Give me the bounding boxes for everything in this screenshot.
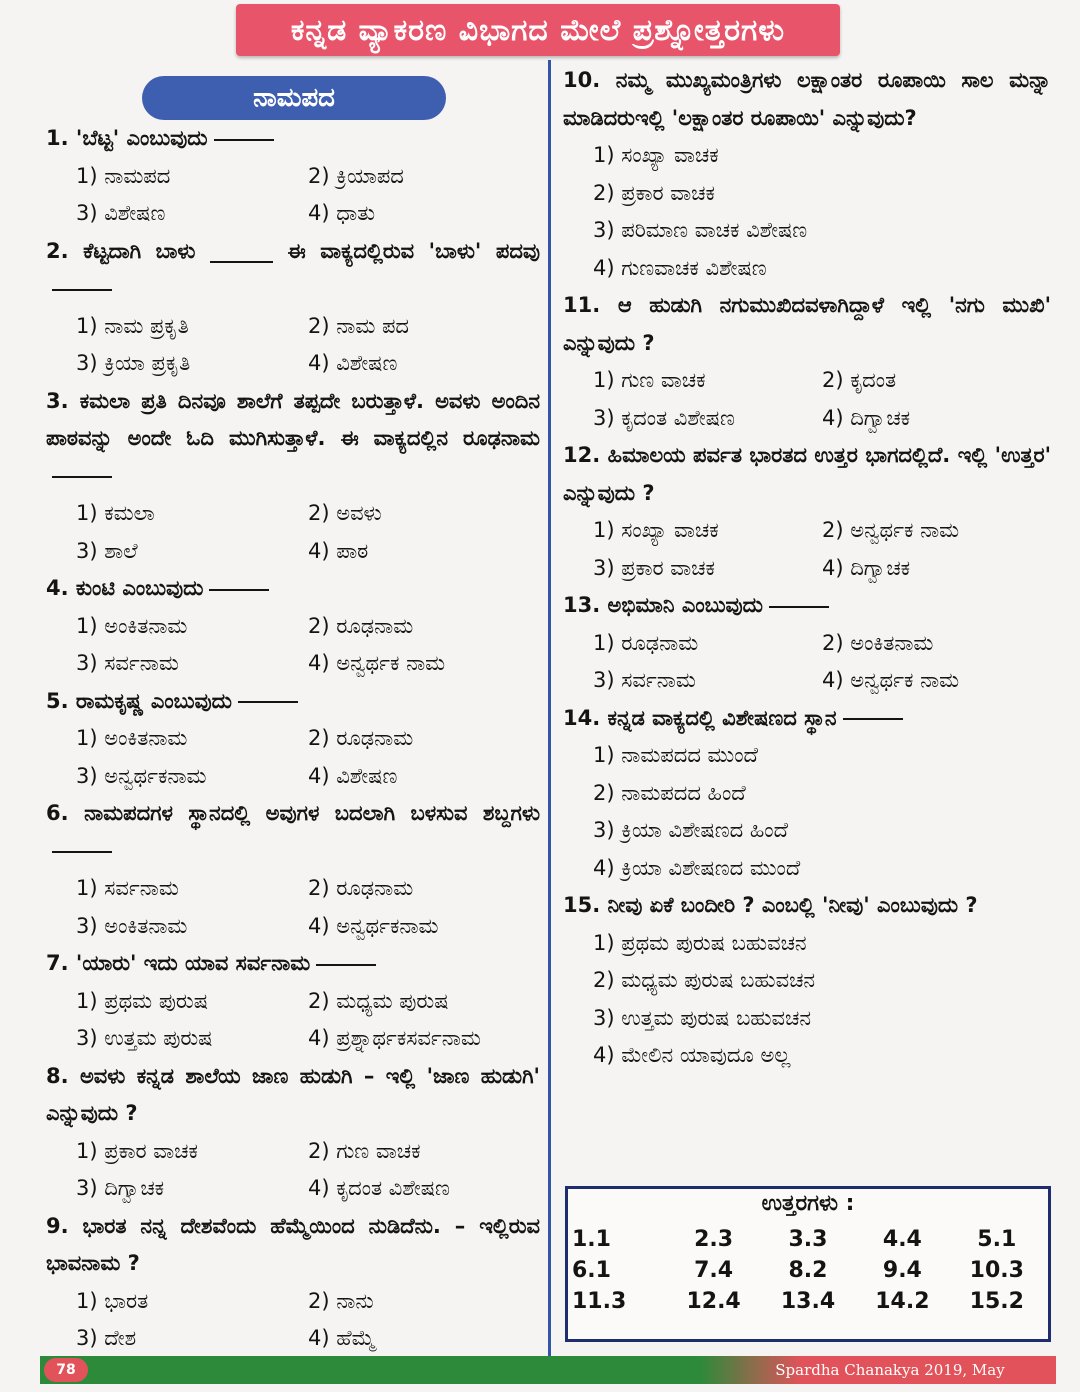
question-text: ಕೆಟ್ಟದಾಗಿ ಬಾಳು ______ ಈ ವಾಕ್ಯದಲ್ಲಿರುವ 'ಬಾಳು' ಪದವು [83,238,541,263]
question-text: ಅವಳು ಕನ್ನಡ ಶಾಲೆಯ ಜಾಣ ಹುಡುಗಿ – ಇಲ್ಲಿ 'ಜಾಣ ಹುಡುಗಿ' ಎನ್ನುವುದು ? [46,1063,540,1125]
question-number: 9. [46,1213,69,1238]
option-item: 1) ಪ್ರಥಮ ಪುರುಷ ಬಹುವಚನ [593,930,807,955]
option-item: 3) ದೇಶ [76,1326,137,1350]
page-title: ಕನ್ನಡ ವ್ಯಾಕರಣ ವಿಭಾಗದ ಮೇಲೆ ಪ್ರಶ್ನೋತ್ತರಗಳು [236,4,840,56]
question-text-line [563,887,1051,925]
question-item [563,587,1051,700]
option-item: 3) ಕ್ರಿಯಾ ವಿಶೇಷಣದ ಹಿಂದೆ [593,818,789,842]
option-list [563,362,1051,437]
option-item: 4) ಧಾತು [308,201,376,225]
option-item: 1) ಕಮಲಾ [76,501,155,525]
answer-value: 4.4 [882,1227,922,1252]
answer-blank [52,850,112,853]
option-item: 4) ಪ್ರಶ್ನಾರ್ಥಕಸರ್ವನಾಮ [308,1026,481,1050]
answer-blank [52,288,112,291]
answer-value: 13.4 [780,1289,836,1314]
question-text: ನೀವು ಏಕೆ ಬಂದೀರಿ ? ಎಂಬಲ್ಲಿ 'ನೀವು' ಎಂಬುವುದು ? [607,893,978,917]
option-item: 2) ರೂಢನಾಮ [308,726,414,750]
question-item [46,233,540,383]
question-text: ಕನ್ನಡ ವಾಕ್ಯದಲ್ಲಿ ವಿಶೇಷಣದ ಸ್ಥಾನ [607,705,837,730]
option-item: 4) ಕ್ರಿಯಾ ವಿಶೇಷಣದ ಮುಂದೆ [593,855,801,880]
question-text: ಕಮಲಾ ಪ್ರತಿ ದಿನವೂ ಶಾಲೆಗೆ ತಪ್ಪದೇ ಬರುತ್ತಾಳೆ. ಅವಳು ಅಂದಿನ ಪಾಠವನ್ನು ಅಂದೇ ಓದಿ ಮುಗಿಸುತ್ತಾಳೆ. ಈ ವಾಕ್ಯದಲ್ಲಿನ ರೂಢನಾಮ [46,388,540,450]
left-column [46,120,540,1358]
option-item: 4) ಕೃದಂತ ವಿಶೇಷಣ [308,1176,450,1200]
option-item: 3) ಕೃದಂತ ವಿಶೇಷಣ [593,405,735,430]
option-item: 3) ಸರ್ವನಾಮ [76,651,179,675]
question-number: 7. [46,951,69,975]
option-list [46,983,540,1058]
answer-value: 9.4 [882,1258,922,1283]
page-number: 78 [44,1358,88,1382]
question-item [46,945,540,1058]
option-item: 1) ಗುಣ ವಾಚಕ [593,368,706,392]
option-item: 4) ವಿಶೇಷಣ [308,763,398,788]
option-list [46,870,540,945]
option-item: 3) ಸರ್ವನಾಮ [593,668,696,692]
question-text-line [46,945,540,983]
magazine-name: Spardha Chanakya 2019, May [775,1361,1005,1379]
question-text: ಭಾರತ ನನ್ನ ದೇಶವೆಂದು ಹೆಮ್ಮೆಯಿಂದ ನುಡಿದೆನು. – ಇಲ್ಲಿರುವ ಭಾವನಾಮ ? [46,1213,540,1275]
option-item: 2) ನಾಮ ಪದ [308,313,409,338]
option-item: 4) ಅನ್ವರ್ಥಕ ನಾಮ [822,668,960,692]
option-item: 2) ಗುಣ ವಾಚಕ [308,1138,421,1163]
option-item: 1) ರೂಢನಾಮ [593,630,699,655]
option-list [563,737,1051,887]
question-number: 2. [46,238,69,263]
option-item: 1) ನಾಮಪದ [76,163,171,188]
option-item: 4) ಗುಣವಾಚಕ ವಿಶೇಷಣ [593,255,767,280]
question-item [46,570,540,683]
question-text: 'ಬೆಟ್ಟ' ಎಂಬುವುದು [75,126,208,150]
option-item: 3) ಅನ್ವರ್ಥಕನಾಮ [76,763,207,788]
question-item [563,887,1051,1075]
option-item: 1) ಪ್ರಥಮ ಪುರುಷ [76,988,208,1013]
option-item: 2) ನಾನು [308,1288,374,1313]
question-number: 4. [46,576,69,600]
answer-blank [316,963,376,966]
answer-blank [209,588,269,591]
option-list [46,1133,540,1208]
question-number: 11. [563,293,601,317]
option-item: 1) ಸರ್ವನಾಮ [76,876,179,900]
question-text-line [563,587,1051,625]
option-list [46,608,540,683]
answer-value: 10.3 [969,1258,1024,1283]
option-item: 3) ವಿಶೇಷಣ [76,201,166,225]
question-text: ರಾಮಕೃಷ್ಣ ಎಂಬುವುದು [75,688,232,713]
question-item [46,683,540,796]
option-item: 2) ಅಂಕಿತನಾಮ [822,630,934,655]
question-number: 13. [563,593,601,617]
question-text-line [46,120,540,158]
question-item [46,795,540,945]
option-item: 2) ಮಧ್ಯಮ ಪುರುಷ [308,988,449,1013]
option-item: 1) ನಾಮಪದದ ಮುಂದೆ [593,743,758,767]
option-item: 2) ರೂಢನಾಮ [308,876,414,900]
question-text: ಕುಂಟಿ ಎಂಬುವುದು [75,576,204,600]
option-item: 3) ದಿಗ್ವಾಚಕ [76,1176,165,1200]
option-item: 1) ಅಂಕಿತನಾಮ [76,726,188,750]
option-list [563,512,1051,587]
column-divider [548,60,551,1378]
answer-value: 1.1 [572,1227,611,1252]
option-item: 4) ಮೇಲಿನ ಯಾವುದೂ ಅಲ್ಲ [593,1043,791,1067]
question-number: 8. [46,1063,69,1088]
option-item: 1) ಸಂಖ್ಯಾ ವಾಚಕ [593,143,719,167]
question-text-line [563,700,1051,738]
option-item: 3) ಪ್ರಕಾರ ವಾಚಕ [593,555,715,580]
option-item: 1) ನಾಮ ಪ್ರಕೃತಿ [76,313,189,338]
answer-blank [843,717,903,720]
question-text-line [563,437,1051,512]
answer-value: 8.2 [788,1258,828,1283]
option-item: 4) ಹೆಮ್ಮೆ [308,1326,376,1350]
option-item: 4) ವಿಶೇಷಣ [308,351,398,375]
question-number: 6. [46,801,69,825]
option-item: 2) ನಾಮಪದದ ಹಿಂದೆ [593,780,746,805]
option-list [563,625,1051,700]
option-item: 3) ಉತ್ತಮ ಪುರುಷ [76,1026,213,1050]
option-item: 1) ಅಂಕಿತನಾಮ [76,613,188,638]
answer-key-grid [568,1225,1048,1314]
question-number: 10. [563,68,601,92]
question-text: ಅಭಿಮಾನಿ ಎಂಬುವುದು [607,593,763,617]
answer-value: 6.1 [572,1258,611,1283]
answer-blank [214,138,274,141]
question-number: 3. [46,388,69,413]
option-item: 2) ಅವಳು [308,501,382,525]
answer-value: 14.2 [875,1289,930,1314]
question-text-line [563,62,1051,137]
option-item: 4) ದಿಗ್ವಾಚಕ [822,555,911,580]
option-list [46,158,540,233]
option-item: 2) ಪ್ರಕಾರ ವಾಚಕ [593,180,715,205]
answer-value: 2.3 [694,1227,734,1252]
option-item: 4) ಅನ್ವರ್ಥಕನಾಮ [308,913,439,938]
question-item [563,700,1051,888]
question-text-line [46,383,540,496]
question-text: ಆ ಹುಡುಗಿ ನಗುಮುಖಿದವಳಾಗಿದ್ದಾಳೆ ಇಲ್ಲಿ 'ನಗು ಮುಖಿ' ಎನ್ನುವುದು ? [563,293,1052,355]
question-text: 'ಯಾರು' ಇದು ಯಾವ ಸರ್ವನಾಮ [75,951,311,975]
option-item: 4) ಪಾಠ [308,538,369,563]
option-item: 1) ಸಂಖ್ಯಾ ವಾಚಕ [593,518,719,542]
answer-key-title: ಉತ್ತರಗಳು : [761,1191,855,1216]
answer-value: 5.1 [977,1227,1017,1252]
question-number: 5. [46,688,69,713]
answer-value: 7.4 [694,1258,734,1283]
question-number: 15. [563,893,601,917]
option-item: 1) ಪ್ರಕಾರ ವಾಚಕ [76,1138,198,1163]
option-item: 4) ದಿಗ್ವಾಚಕ [822,405,911,430]
question-number: 12. [563,443,601,467]
option-item: 3) ಕ್ರಿಯಾ ಪ್ರಕೃತಿ [76,351,191,375]
answer-blank [52,475,112,478]
option-list [46,495,540,570]
answer-blank [769,605,829,608]
option-item: 1) ಭಾರತ [76,1288,149,1313]
question-text-line [563,287,1051,362]
question-number: 14. [563,705,601,730]
question-text: ನಮ್ಮ ಮುಖ್ಯಮಂತ್ರಿಗಳು ಲಕ್ಷಾಂತರ ರೂಪಾಯಿ ಸಾಲ ಮನ್ನಾ ಮಾಡಿದರುಇಲ್ಲಿ 'ಲಕ್ಷಾಂತರ ರೂಪಾಯಿ' ಎನ್ನುವುದು? [563,68,1051,130]
answer-value: 3.3 [788,1227,828,1252]
question-text-line [46,1058,540,1133]
question-text-line [46,795,540,870]
question-item [46,383,540,571]
option-item: 3) ಶಾಲೆ [76,538,138,563]
option-item: 3) ಉತ್ತಮ ಪುರುಷ ಬಹುವಚನ [593,1005,812,1030]
option-list [563,925,1051,1075]
answer-value: 11.3 [572,1289,627,1314]
option-list [46,1283,540,1358]
option-list [46,308,540,383]
question-text-line [46,233,540,308]
option-item: 2) ಅನ್ವರ್ಥಕ ನಾಮ [822,518,960,542]
option-item: 3) ಪರಿಮಾಣ ವಾಚಕ ವಿಶೇಷಣ [593,218,808,242]
question-item [46,1058,540,1208]
right-column [563,62,1051,1075]
option-item: 4) ಅನ್ವರ್ಥಕ ನಾಮ [308,651,446,675]
question-number: 1. [46,126,69,150]
answer-value: 12.4 [686,1289,741,1314]
question-text: ನಾಮಪದಗಳ ಸ್ಥಾನದಲ್ಲಿ ಅವುಗಳ ಬದಲಾಗಿ ಬಳಸುವ ಶಬ್ದಗಳು [84,801,541,825]
option-item: 3) ಅಂಕಿತನಾಮ [76,913,188,938]
question-item [563,287,1051,437]
option-list [46,720,540,795]
section-heading: ನಾಮಪದ [142,76,446,120]
question-item [563,62,1051,287]
answer-key-box [565,1186,1051,1342]
question-text-line [46,683,540,721]
question-text: ಹಿಮಾಲಯ ಪರ್ವತ ಭಾರತದ ಉತ್ತರ ಭಾಗದಲ್ಲಿದೆ. ಇಲ್ಲಿ 'ಉತ್ತರ' ಎನ್ನುವುದು ? [563,443,1051,505]
question-item [46,120,540,233]
question-text-line [46,1208,540,1283]
answer-blank [238,700,298,703]
option-list [563,137,1051,287]
answer-value: 15.2 [969,1289,1024,1314]
question-item [46,1208,540,1358]
option-item: 2) ಮಧ್ಯಮ ಪುರುಷ ಬಹುವಚನ [593,968,816,992]
option-item: 2) ಕ್ರಿಯಾಪದ [308,163,404,188]
option-item: 2) ಕೃದಂತ [822,368,897,392]
question-item [563,437,1051,587]
question-text-line [46,570,540,608]
option-item: 2) ರೂಢನಾಮ [308,613,414,638]
